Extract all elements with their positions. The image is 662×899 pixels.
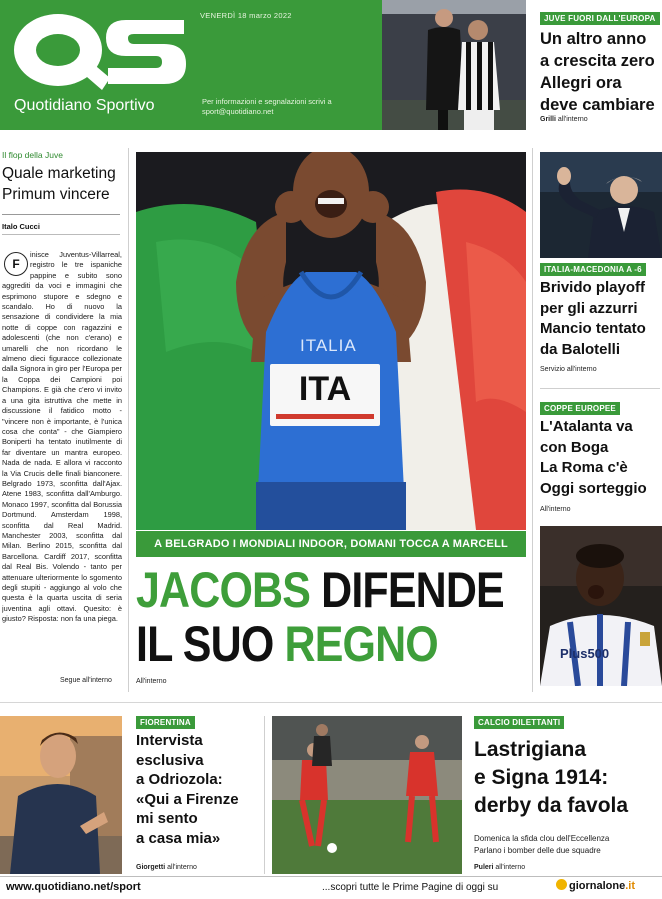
- footer-url[interactable]: www.quotidiano.net/sport: [6, 881, 141, 893]
- editorial-dropcap: F: [4, 252, 28, 276]
- editorial-continued[interactable]: Segue all'interno: [60, 677, 112, 684]
- masthead-logo: [6, 4, 196, 96]
- column-divider-right: [532, 148, 533, 692]
- footer-promo: ...scopri tutte le Prime Pagine di oggi su: [322, 882, 499, 893]
- top-story-headline[interactable]: Un altro anno a crescita zero Allegri ora deve cambiare: [540, 30, 655, 114]
- editorial-rule-2: [2, 234, 120, 235]
- side-story-1-category: ITALIA-MACEDONIA A -6: [540, 263, 646, 276]
- bottom-right-credit: Puleri all'interno: [474, 864, 526, 871]
- editorial-rule: [2, 214, 120, 215]
- main-story-banner: A BELGRADO I MONDIALI INDOOR, DOMANI TOCCA A MARCELL: [136, 531, 526, 557]
- side-story-2-category: COPPE EUROPEE: [540, 402, 620, 415]
- masthead-info-line2: sport@quotidiano.net: [202, 107, 274, 116]
- boga-shirt-text: Plus500: [560, 646, 610, 661]
- bottom-right-summary: Domenica la sfida clou dell'Eccellenza Parlano i bomber delle due squadre: [474, 834, 610, 855]
- masthead-name: Quotidiano Sportivo: [14, 97, 155, 114]
- side-story-1-credit: Servizio all'interno: [540, 366, 597, 373]
- editorial-body: inisce Juventus-Villarreal, registro le tre ispaniche pappine e subito sono aggrediti da voci e immagini che esprimono stupore e sdegno e scandalo. Ho di nuovo la sensazione di condividere la mia notte di coppe con ragazzini e adolescenti (che non c'erano) e umarelli che non ricordano le almeno dieci figuracce collezionate dalla Signora in giro per l'Europa per la Coppa dei Campioni poi Champions. E già che c'ero vi invito a una gita istruttiva che mette in discussione il fatidico motto - "vincere non è importante, è l'unica cosa che conta" - che Giampiero Boniperti ha tentato inutilmente di far diventare un mantra europeo. Nada de nada. E allora vi racconto la Via Crucis delle finali bianconere. Belgrado 1973, sconfitta dall'Ajax. Atene 1983, sconfitta dall'Amburgo. Monaco 1997, sconfitta dal Borussia Dortmund. Amsterdam 1998, sconfitta dal Real Madrid. Manchester 2003, sconfitta dal Milan. Berlino 2015, sconfitta dal Barcellona. Cardiff 2017, sconfitta dal Real Bis. Volendo - tanto per attenuare ulteriormente lo sgomento degli stupiti - aggiungo al volo che questa è la quarta uscita di seria juventina agli ottavi. Quesito: è giusto? Risposta: non fa una piega.: [2, 250, 122, 624]
- side-story-2-credit: All'interno: [540, 506, 571, 513]
- bottom-left-credit: Giorgetti all'interno: [136, 864, 197, 871]
- bottom-divider: [264, 716, 265, 874]
- side-story-1-headline[interactable]: Brivido playoff per gli azzurri Mancio tentato da Balotelli: [540, 279, 646, 358]
- giornalone-logo-icon: [556, 879, 567, 890]
- jersey-text: ITALIA: [300, 336, 357, 355]
- race-bib-text: ITA: [298, 370, 352, 408]
- editorial-headline[interactable]: Quale marketing Primum vincere: [2, 165, 116, 203]
- bottom-right-category: CALCIO DILETTANTI: [474, 716, 564, 729]
- masthead-info-line1: Per informazioni e segnalazioni scrivi a: [202, 97, 332, 106]
- mancini-photo: [540, 152, 662, 258]
- bottom-rule: [0, 702, 662, 703]
- boga-photo: [540, 526, 662, 686]
- dilettanti-photo: [272, 716, 462, 874]
- footer-rule: [0, 876, 662, 877]
- side-story-2-headline[interactable]: L'Atalanta va con Boga La Roma c'è Oggi sorteggio: [540, 418, 647, 497]
- allegri-photo: [382, 0, 526, 130]
- race-bib: [270, 364, 380, 426]
- top-story-category: JUVE FUORI DALL'EUROPA: [540, 12, 660, 25]
- bottom-left-category: FIORENTINA: [136, 716, 195, 729]
- bottom-right-headline[interactable]: Lastrigiana e Signa 1914: derby da favola: [474, 738, 629, 817]
- editorial-kicker: Il flop della Juve: [2, 150, 63, 160]
- masthead-date: VENERDÌ 18 marzo 2022: [200, 11, 292, 20]
- bottom-left-headline[interactable]: Intervista esclusiva a Odriozola: «Qui a Firenze mi sento a casa mia»: [136, 732, 239, 847]
- sidebar-rule-1: [540, 388, 660, 389]
- qs-logo-icon: [6, 4, 196, 96]
- footer-brand[interactable]: giornalone.it: [556, 879, 635, 892]
- column-divider-left: [128, 148, 129, 692]
- main-story-credit: All'interno: [136, 678, 167, 685]
- main-story-headline[interactable]: JACOBS DIFENDE IL SUO REGNO: [136, 562, 504, 672]
- editorial-author: Italo Cucci: [2, 222, 40, 231]
- top-story-credit: Grilli all'interno: [540, 116, 588, 123]
- odriozola-photo: [0, 716, 122, 874]
